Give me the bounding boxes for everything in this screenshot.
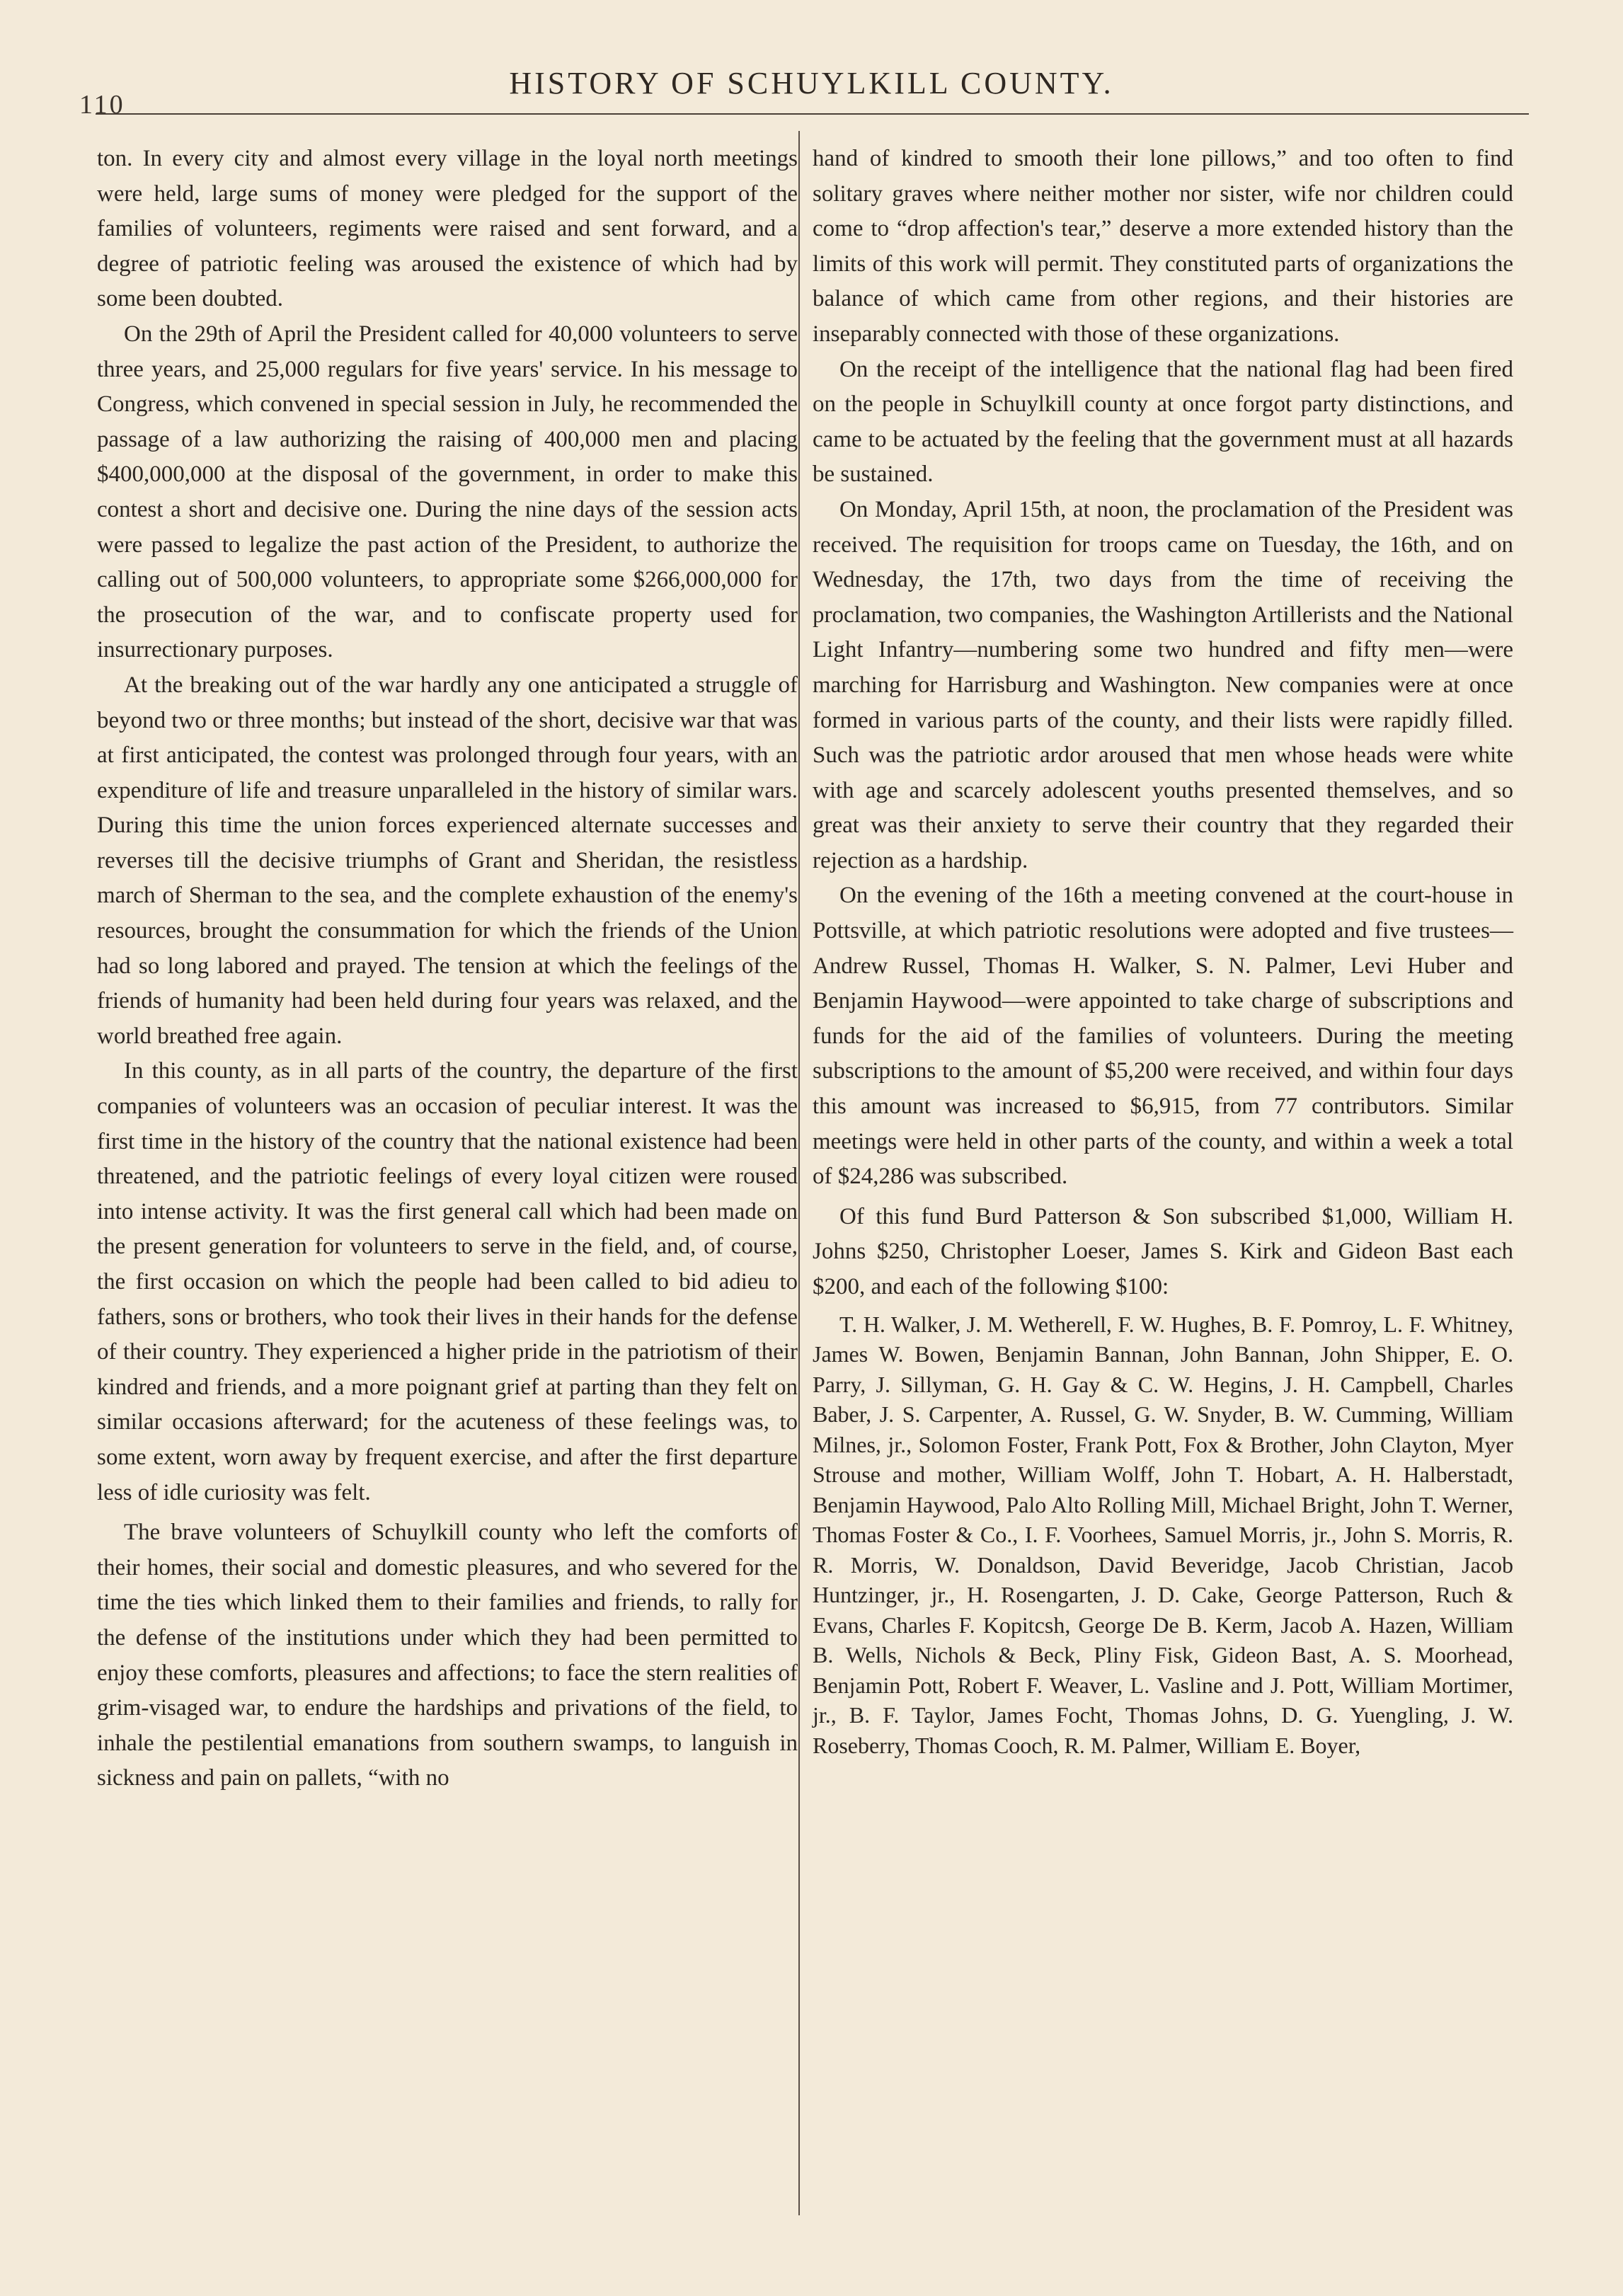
paragraph: The brave volunteers of Schuylkill county who left the comforts of their homes, their social and domestic pleasures, and who severed for the time the ties which linked them to their families and friends, to rally for the defense of the institutions under which they had been permitted to enjoy these comforts, pleasures and affections; to face the stern realities of grim-visaged war, to endure the hardships and privations of the field, to inhale the pestilential emanations from southern swamps, to languish in sickness and pain on pallets, “with no (97, 1520, 798, 1791)
header-rule (96, 113, 1529, 115)
paragraph: On the 29th of April the President called for 40,000 volunteers to serve three years, and 25,000 regulars for five years' service. In his message to Congress, which convened in special session in July, he recommended the passage of a law authorizing the raising of 400,000 men and placing $400,000,000 at the disposal of the government, in order to make this contest a short and decisive one. During the nine days of the session acts were passed to legalize the past action of the President, to authorize the calling out of 500,000 volunteers, to appropriate some $266,000,000 for the prosecution of the war, and to confiscate property used for insurrectionary purposes. (97, 321, 798, 663)
paragraph: At the breaking out of the war hardly any one anticipated a struggle of beyond two or three months; but instead of the short, decisive war that was at first anticipated, the contest was prolonged through four years, with an expenditure of life and treasure unparalleled in the history of similar wars. During this time the union forces experienced alternate successes and reverses till the decisive triumphs of Grant and Sheridan, the resistless march of Sherman to the sea, and the complete exhaustion of the enemy's resources, brought the consummation for which the friends of the Union had so long labored and prayed. The tension at which the feelings of the friends of humanity had been held during four years was relaxed, and the world breathed free again. (97, 672, 798, 1049)
running-title: HISTORY OF SCHUYLKILL COUNTY. (509, 66, 1114, 101)
subscriber-list: T. H. Walker, J. M. Wetherell, F. W. Hughes, B. F. Pomroy, L. F. Whitney, James W. Bowen, Benjamin Bannan, John Bannan, John Shipper, E. O. Parry, J. Sillyman, G. H. Gay & C. W. Hegins, J. H. Campbell, Charles Baber, J. S. Carpenter, A. Russel, G. W. Snyder, B. W. Cumming, William Milnes, jr., Solomon Foster, Frank Pott, Fox & Brother, John Clayton, Myer Strouse and mother, William Wolff, John T. Hobart, A. H. Halberstadt, Benjamin Haywood, Palo Alto Rolling Mill, Michael Bright, John T. Werner, Thomas Foster & Co., I. F. Voorhees, Samuel Morris, jr., John S. Morris, R. R. Morris, W. Donaldson, David Beveridge, Jacob Christian, Jacob Huntzinger, jr., H. Rosengarten, J. D. Cake, George Patterson, Ruch & Evans, Charles F. Kopitcsh, George De B. Kerm, Jacob A. Hazen, William B. Wells, Nichols & Beck, Pliny Fisk, Gideon Bast, A. S. Moorhead, Benjamin Pott, Robert F. Weaver, L. Vasline and J. Pott, William Mortimer, jr., B. F. Taylor, James Focht, Thomas Johns, D. G. Yuengling, J. W. Roseberry, Thomas Cooch, R. M. Palmer, William E. Boyer, (813, 1311, 1513, 1758)
paragraph: On the receipt of the intelligence that the national flag had been fired on the people in Schuylkill county at once forgot party distinctions, and came to be actuated by the feeling that the government must at all hazards be sustained. (813, 356, 1513, 488)
paragraph: On the evening of the 16th a meeting convened at the court-house in Pottsville, at which patriotic resolutions were adopted and five trustees—Andrew Russel, Thomas H. Walker, S. N. Palmer, Levi Huber and Benjamin Haywood—were appointed to take charge of subscriptions and funds for the aid of the families of volunteers. During the meeting subscriptions to the amount of $5,200 were received, and within four days this amount was increased to $6,915, from 77 contributors. Similar meetings were held in other parts of the county, and within a week a total of $24,286 was subscribed. (813, 883, 1513, 1190)
paragraph: hand of kindred to smooth their lone pillows,” and too often to find solitary graves where neither mother nor sister, wife nor children could come to “drop affection's tear,” deserve a more extended history than the limits of this work will permit. They constituted parts of organizations the balance of which came from other regions, and their histories are inseparably connected with those of these organizations. (813, 146, 1513, 347)
right-column (813, 142, 1513, 1760)
paragraph: ton. In every city and almost every village in the loyal north meetings were held, large sums of money were pledged for the support of the families of volunteers, regiments were raised and sent forward, and a degree of patriotic feeling was aroused the existence of which had by some been doubted. (97, 146, 798, 312)
paragraph: In this county, as in all parts of the country, the departure of the first companies of volunteers was an occasion of peculiar interest. It was the first time in the history of the country that the national existence had been threatened, and the patriotic feelings of every loyal citizen were roused into intense activity. It was the first general call which had been made on the present generation for volunteers to serve in the field, and, of course, the first occasion on which the people had been called to bid adieu to fathers, sons or brothers, who took their lives in their hands for the defense of their country. They experienced a higher pride in the patriotism of their kindred and friends, and a more poignant grief at parting than they felt on similar occasions afterward; for the acuteness of these feelings was, to some extent, worn away by frequent exercise, and after the first departure less of idle curiosity was felt. (97, 1058, 798, 1505)
column-divider (798, 131, 800, 2215)
left-column (97, 142, 798, 1796)
paragraph: Of this fund Burd Patterson & Son subscribed $1,000, William H. Johns $250, Christopher Loeser, James S. Kirk and Gideon Bast each $200, and each of the following $100: (813, 1203, 1513, 1299)
page-number: 110 (79, 90, 125, 120)
paragraph: On Monday, April 15th, at noon, the proclamation of the President was received. The requisition for troops came on Tuesday, the 16th, and on Wednesday, the 17th, two days from the time of receiving the proclamation, two companies, the Washington Artillerists and the National Light Infantry—numbering some two hundred and fifty men—were marching for Harrisburg and Washington. New companies were at once formed in various parts of the county, and their lists were rapidly filled. Such was the patriotic ardor aroused that men whose heads were white with age and scarcely adolescent youths presented themselves, and so great was their anxiety to serve their country that they regarded their rejection as a hardship. (813, 496, 1513, 873)
